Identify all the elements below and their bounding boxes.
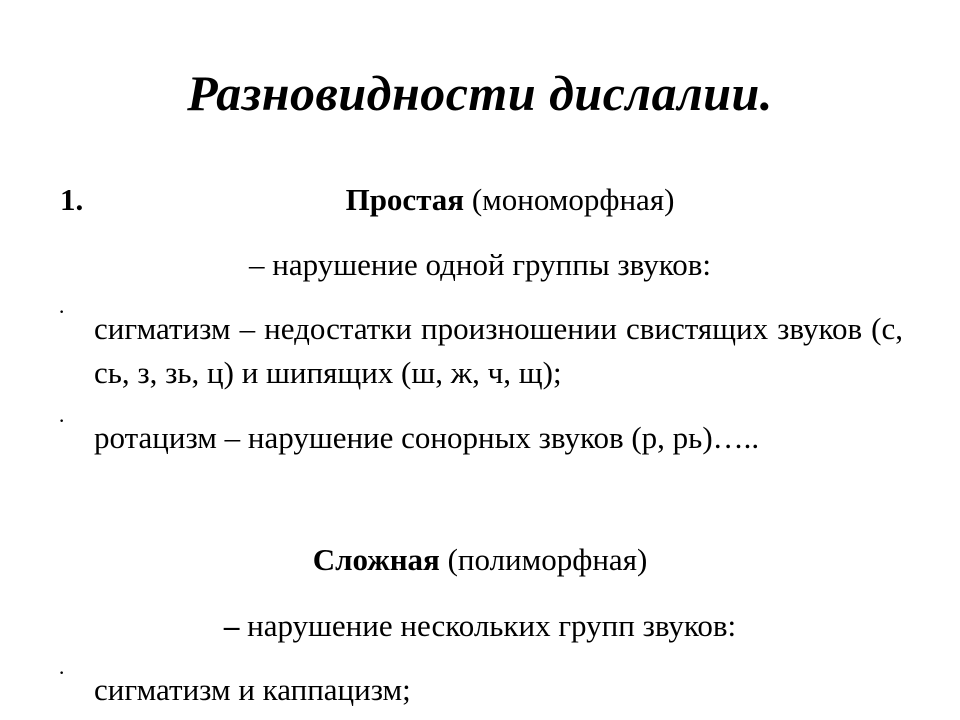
complex-type-qualifier: (полиморфная) <box>447 542 648 577</box>
simple-type-qualifier: (мономорфная) <box>471 182 675 217</box>
bullet-text: ротацизм – нарушение сонорных звуков (р, рь)….. <box>94 420 760 455</box>
complex-type-heading <box>0 540 960 580</box>
bullet-marker: · <box>58 408 66 433</box>
bullet-marker: · <box>58 299 66 324</box>
simple-type-name: Простая <box>345 182 465 217</box>
bullet-text: сигматизм и каппацизм; <box>94 672 411 707</box>
simple-type-heading <box>60 180 960 220</box>
simple-type-definition: – нарушение одной группы звуков: <box>249 247 711 282</box>
complex-definition-text: нарушение нескольких групп звуков: <box>247 608 737 643</box>
item-number: 1. <box>60 182 84 217</box>
complex-type-name: Сложная <box>312 542 440 577</box>
bullet-item-sigmatism-kappacism <box>58 660 903 712</box>
complex-type-definition <box>0 606 960 646</box>
bullet-item-sigmatism <box>58 299 903 395</box>
slide-title: Разновидности дислалии. <box>187 65 773 121</box>
bullet-text: сигматизм – недостатки произношении свистящих звуков (с, сь, з, зь, ц) и шипящих (ш, ж, ч, щ); <box>94 311 903 390</box>
bullet-marker: · <box>58 660 66 685</box>
complex-definition-dash: – <box>223 608 240 643</box>
bullet-item-rotacism <box>58 408 903 460</box>
